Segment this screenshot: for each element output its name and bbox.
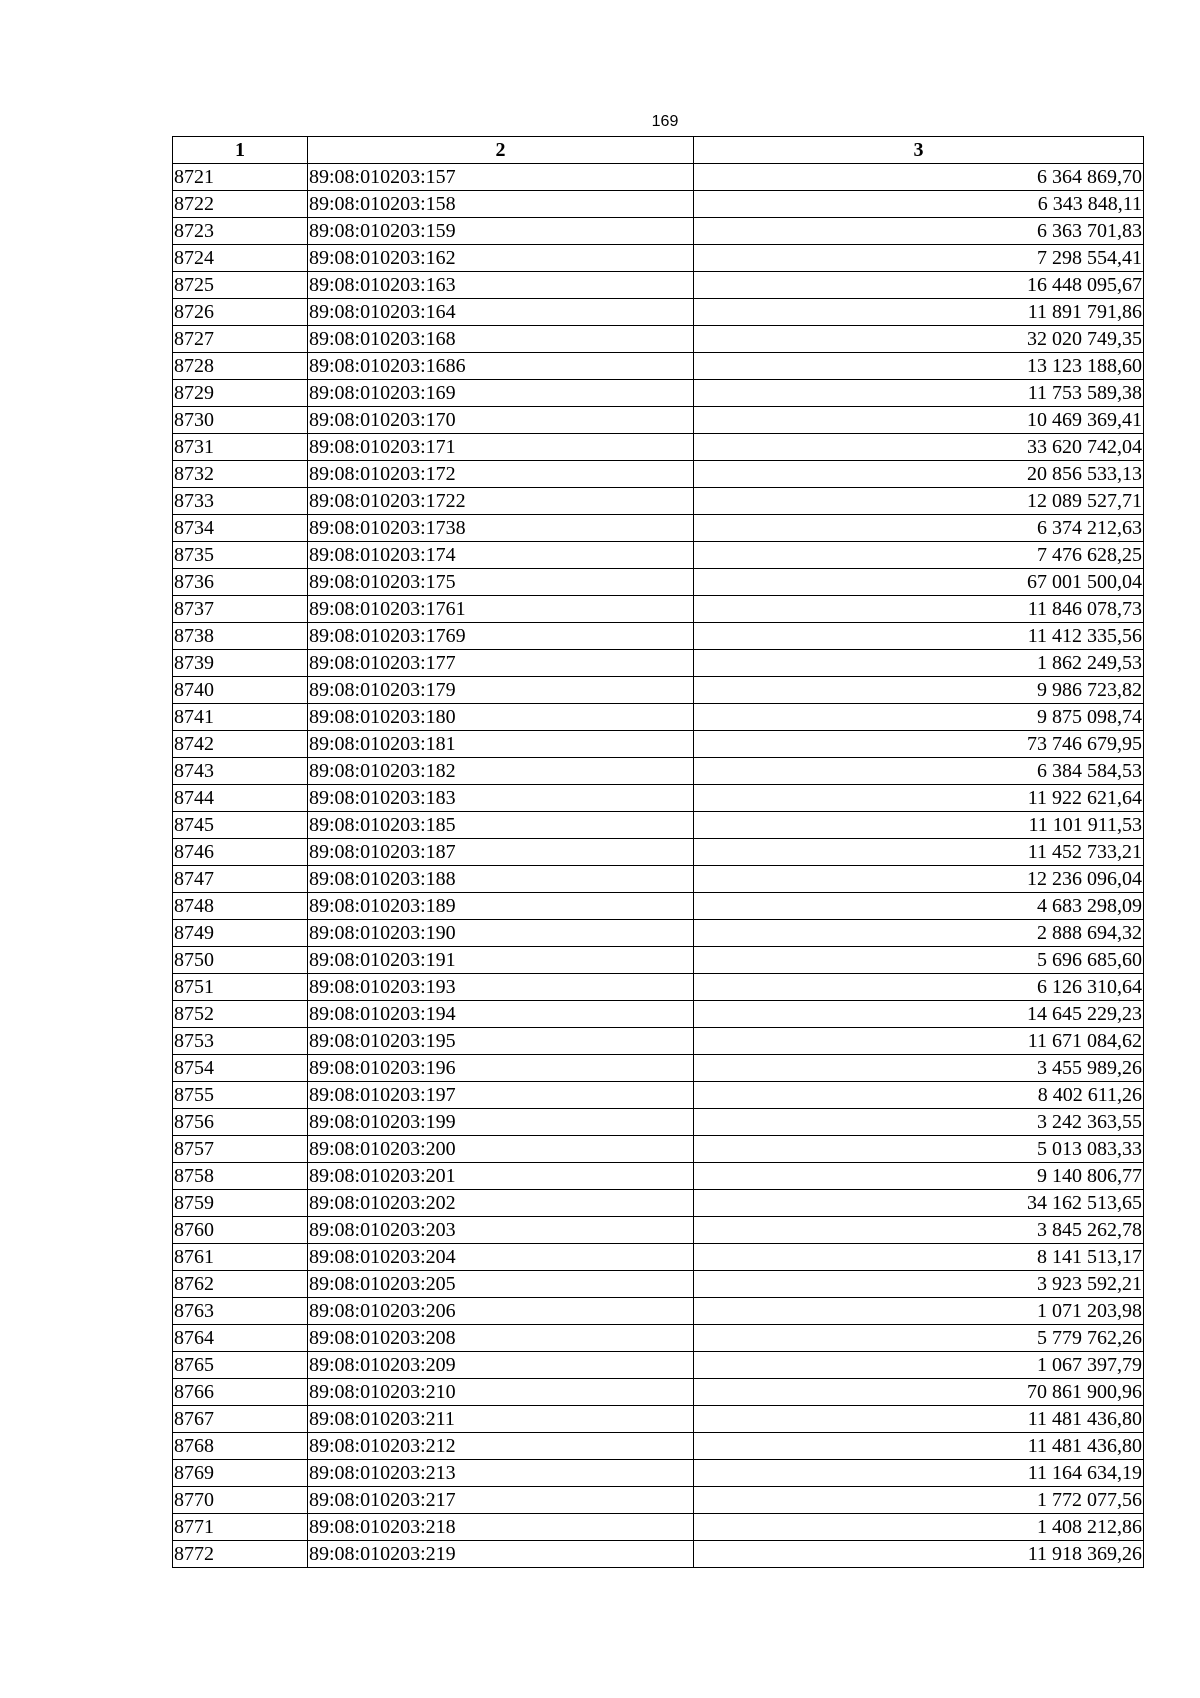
cadastral-value-cell: 5 013 083,33 (694, 1136, 1144, 1163)
cadastral-value-cell: 4 683 298,09 (694, 893, 1144, 920)
row-number-cell: 8743 (173, 758, 308, 785)
table-row (173, 353, 1144, 380)
row-number-cell: 8733 (173, 488, 308, 515)
cadastral-value-cell: 11 481 436,80 (694, 1406, 1144, 1433)
cadastral-number-cell: 89:08:010203:195 (308, 1028, 694, 1055)
cadastral-number-cell: 89:08:010203:191 (308, 947, 694, 974)
table-row (173, 299, 1144, 326)
cadastral-value-cell: 3 242 363,55 (694, 1109, 1144, 1136)
table-row (173, 650, 1144, 677)
table-row (173, 1352, 1144, 1379)
table-row (173, 839, 1144, 866)
table-row (173, 1001, 1144, 1028)
cadastral-number-cell: 89:08:010203:163 (308, 272, 694, 299)
cadastral-value-cell: 16 448 095,67 (694, 272, 1144, 299)
row-number-cell: 8722 (173, 191, 308, 218)
row-number-cell: 8741 (173, 704, 308, 731)
cadastral-number-cell: 89:08:010203:177 (308, 650, 694, 677)
cadastral-number-cell: 89:08:010203:182 (308, 758, 694, 785)
cadastral-number-cell: 89:08:010203:187 (308, 839, 694, 866)
row-number-cell: 8758 (173, 1163, 308, 1190)
table-row (173, 1136, 1144, 1163)
table-row (173, 785, 1144, 812)
table-row (173, 1082, 1144, 1109)
cadastral-number-cell: 89:08:010203:1761 (308, 596, 694, 623)
cadastral-number-cell: 89:08:010203:193 (308, 974, 694, 1001)
cadastral-number-cell: 89:08:010203:212 (308, 1433, 694, 1460)
row-number-cell: 8732 (173, 461, 308, 488)
row-number-cell: 8756 (173, 1109, 308, 1136)
table-row (173, 1109, 1144, 1136)
cadastral-value-cell: 11 671 084,62 (694, 1028, 1144, 1055)
cadastral-number-cell: 89:08:010203:174 (308, 542, 694, 569)
row-number-cell: 8772 (173, 1541, 308, 1568)
cadastral-value-cell: 1 862 249,53 (694, 650, 1144, 677)
row-number-cell: 8753 (173, 1028, 308, 1055)
row-number-cell: 8762 (173, 1271, 308, 1298)
row-number-cell: 8760 (173, 1217, 308, 1244)
cadastral-number-cell: 89:08:010203:200 (308, 1136, 694, 1163)
cadastral-value-cell: 2 888 694,32 (694, 920, 1144, 947)
cadastral-number-cell: 89:08:010203:188 (308, 866, 694, 893)
cadastral-number-cell: 89:08:010203:180 (308, 704, 694, 731)
row-number-cell: 8752 (173, 1001, 308, 1028)
cadastral-number-cell: 89:08:010203:162 (308, 245, 694, 272)
cadastral-number-cell: 89:08:010203:199 (308, 1109, 694, 1136)
row-number-cell: 8744 (173, 785, 308, 812)
table-row (173, 326, 1144, 353)
table-row (173, 1298, 1144, 1325)
cadastral-number-cell: 89:08:010203:202 (308, 1190, 694, 1217)
cadastral-value-cell: 10 469 369,41 (694, 407, 1144, 434)
cadastral-value-cell: 12 236 096,04 (694, 866, 1144, 893)
cadastral-number-cell: 89:08:010203:159 (308, 218, 694, 245)
table-row (173, 704, 1144, 731)
cadastral-value-cell: 7 298 554,41 (694, 245, 1144, 272)
cadastral-number-cell: 89:08:010203:158 (308, 191, 694, 218)
table-body (173, 164, 1144, 1568)
cadastral-number-cell: 89:08:010203:1686 (308, 353, 694, 380)
table-row (173, 1379, 1144, 1406)
row-number-cell: 8738 (173, 623, 308, 650)
row-number-cell: 8751 (173, 974, 308, 1001)
cadastral-value-cell: 32 020 749,35 (694, 326, 1144, 353)
cadastral-value-cell: 33 620 742,04 (694, 434, 1144, 461)
cadastral-number-cell: 89:08:010203:179 (308, 677, 694, 704)
row-number-cell: 8739 (173, 650, 308, 677)
table-row (173, 1487, 1144, 1514)
table-row (173, 920, 1144, 947)
cadastral-number-cell: 89:08:010203:194 (308, 1001, 694, 1028)
cadastral-value-cell: 12 089 527,71 (694, 488, 1144, 515)
cadastral-value-cell: 11 164 634,19 (694, 1460, 1144, 1487)
cadastral-number-cell: 89:08:010203:169 (308, 380, 694, 407)
table-row (173, 758, 1144, 785)
table-row (173, 488, 1144, 515)
cadastral-number-cell: 89:08:010203:209 (308, 1352, 694, 1379)
table-row (173, 974, 1144, 1001)
table-row (173, 677, 1144, 704)
cadastral-value-cell: 6 364 869,70 (694, 164, 1144, 191)
row-number-cell: 8737 (173, 596, 308, 623)
row-number-cell: 8763 (173, 1298, 308, 1325)
cadastral-value-cell: 7 476 628,25 (694, 542, 1144, 569)
cadastral-number-cell: 89:08:010203:170 (308, 407, 694, 434)
row-number-cell: 8764 (173, 1325, 308, 1352)
cadastral-number-cell: 89:08:010203:1738 (308, 515, 694, 542)
table-row (173, 1028, 1144, 1055)
cadastral-number-cell: 89:08:010203:205 (308, 1271, 694, 1298)
table-row (173, 191, 1144, 218)
cadastral-number-cell: 89:08:010203:172 (308, 461, 694, 488)
cadastral-number-cell: 89:08:010203:196 (308, 1055, 694, 1082)
cadastral-value-cell: 5 779 762,26 (694, 1325, 1144, 1352)
table-row (173, 1244, 1144, 1271)
cadastral-value-cell: 8 141 513,17 (694, 1244, 1144, 1271)
table-row (173, 542, 1144, 569)
cadastral-number-cell: 89:08:010203:185 (308, 812, 694, 839)
table-header (173, 137, 1144, 164)
table-row (173, 1406, 1144, 1433)
cadastral-number-cell: 89:08:010203:164 (308, 299, 694, 326)
row-number-cell: 8771 (173, 1514, 308, 1541)
cadastral-value-cell: 11 481 436,80 (694, 1433, 1144, 1460)
cadastral-value-cell: 11 918 369,26 (694, 1541, 1144, 1568)
cadastral-value-cell: 1 772 077,56 (694, 1487, 1144, 1514)
row-number-cell: 8721 (173, 164, 308, 191)
table-row (173, 1433, 1144, 1460)
row-number-cell: 8742 (173, 731, 308, 758)
cadastral-value-cell: 9 986 723,82 (694, 677, 1144, 704)
row-number-cell: 8754 (173, 1055, 308, 1082)
cadastral-value-cell: 6 384 584,53 (694, 758, 1144, 785)
table-row (173, 1325, 1144, 1352)
table-row (173, 245, 1144, 272)
row-number-cell: 8757 (173, 1136, 308, 1163)
table-row (173, 1217, 1144, 1244)
cadastral-number-cell: 89:08:010203:218 (308, 1514, 694, 1541)
cadastral-value-cell: 1 067 397,79 (694, 1352, 1144, 1379)
table-row (173, 1460, 1144, 1487)
cadastral-value-cell: 11 846 078,73 (694, 596, 1144, 623)
cadastral-value-cell: 34 162 513,65 (694, 1190, 1144, 1217)
cadastral-value-cell: 6 126 310,64 (694, 974, 1144, 1001)
cadastral-number-cell: 89:08:010203:181 (308, 731, 694, 758)
table-row (173, 812, 1144, 839)
page-number: 169 (651, 113, 679, 130)
cadastral-value-cell: 5 696 685,60 (694, 947, 1144, 974)
cadastral-number-cell: 89:08:010203:157 (308, 164, 694, 191)
table-row (173, 623, 1144, 650)
cadastral-value-cell: 6 363 701,83 (694, 218, 1144, 245)
row-number-cell: 8734 (173, 515, 308, 542)
row-number-cell: 8724 (173, 245, 308, 272)
cadastral-value-cell: 9 875 098,74 (694, 704, 1144, 731)
table-row (173, 407, 1144, 434)
cadastral-value-cell: 20 856 533,13 (694, 461, 1144, 488)
table-row (173, 434, 1144, 461)
row-number-cell: 8727 (173, 326, 308, 353)
cadastral-value-cell: 3 455 989,26 (694, 1055, 1144, 1082)
row-number-cell: 8770 (173, 1487, 308, 1514)
table-row (173, 1541, 1144, 1568)
row-number-cell: 8759 (173, 1190, 308, 1217)
cadastral-number-cell: 89:08:010203:1722 (308, 488, 694, 515)
table-row (173, 947, 1144, 974)
row-number-cell: 8736 (173, 569, 308, 596)
row-number-cell: 8761 (173, 1244, 308, 1271)
cadastral-number-cell: 89:08:010203:213 (308, 1460, 694, 1487)
cadastral-value-cell: 9 140 806,77 (694, 1163, 1144, 1190)
cadastral-number-cell: 89:08:010203:190 (308, 920, 694, 947)
cadastral-number-cell: 89:08:010203:183 (308, 785, 694, 812)
row-number-cell: 8767 (173, 1406, 308, 1433)
row-number-cell: 8735 (173, 542, 308, 569)
table-row (173, 866, 1144, 893)
table-row (173, 164, 1144, 191)
cadastral-value-cell: 8 402 611,26 (694, 1082, 1144, 1109)
cadastral-number-cell: 89:08:010203:203 (308, 1217, 694, 1244)
cadastral-number-cell: 89:08:010203:204 (308, 1244, 694, 1271)
cadastral-value-cell: 6 343 848,11 (694, 191, 1144, 218)
cadastral-value-cell: 73 746 679,95 (694, 731, 1144, 758)
row-number-cell: 8731 (173, 434, 308, 461)
cadastral-number-cell: 89:08:010203:208 (308, 1325, 694, 1352)
cadastral-number-cell: 89:08:010203:219 (308, 1541, 694, 1568)
cadastral-value-cell: 14 645 229,23 (694, 1001, 1144, 1028)
cadastral-number-cell: 89:08:010203:217 (308, 1487, 694, 1514)
cadastral-number-cell: 89:08:010203:201 (308, 1163, 694, 1190)
cadastral-value-cell: 6 374 212,63 (694, 515, 1144, 542)
row-number-cell: 8728 (173, 353, 308, 380)
row-number-cell: 8740 (173, 677, 308, 704)
row-number-cell: 8749 (173, 920, 308, 947)
cadastral-number-cell: 89:08:010203:171 (308, 434, 694, 461)
cadastral-value-cell: 3 845 262,78 (694, 1217, 1144, 1244)
cadastral-number-cell: 89:08:010203:189 (308, 893, 694, 920)
cadastral-number-cell: 89:08:010203:197 (308, 1082, 694, 1109)
cadastral-value-cell: 11 101 911,53 (694, 812, 1144, 839)
cadastral-number-cell: 89:08:010203:175 (308, 569, 694, 596)
table-row (173, 380, 1144, 407)
table-row (173, 893, 1144, 920)
row-number-cell: 8746 (173, 839, 308, 866)
cadastral-number-cell: 89:08:010203:211 (308, 1406, 694, 1433)
cadastral-value-cell: 11 412 335,56 (694, 623, 1144, 650)
header-row (173, 137, 1144, 164)
cadastral-value-cell: 70 861 900,96 (694, 1379, 1144, 1406)
table-row (173, 1271, 1144, 1298)
row-number-cell: 8745 (173, 812, 308, 839)
table-row (173, 218, 1144, 245)
column-header-1: 1 (173, 137, 308, 164)
cadastral-number-cell: 89:08:010203:1769 (308, 623, 694, 650)
row-number-cell: 8755 (173, 1082, 308, 1109)
cadastral-value-cell: 67 001 500,04 (694, 569, 1144, 596)
row-number-cell: 8729 (173, 380, 308, 407)
row-number-cell: 8769 (173, 1460, 308, 1487)
cadastral-value-cell: 1 408 212,86 (694, 1514, 1144, 1541)
cadastral-value-cell: 13 123 188,60 (694, 353, 1144, 380)
cadastral-number-cell: 89:08:010203:210 (308, 1379, 694, 1406)
cadastral-value-cell: 3 923 592,21 (694, 1271, 1144, 1298)
table-row (173, 1514, 1144, 1541)
table-row (173, 461, 1144, 488)
row-number-cell: 8748 (173, 893, 308, 920)
cadastral-number-cell: 89:08:010203:168 (308, 326, 694, 353)
table-row (173, 515, 1144, 542)
row-number-cell: 8750 (173, 947, 308, 974)
row-number-cell: 8765 (173, 1352, 308, 1379)
column-header-3: 3 (694, 137, 1144, 164)
table-row (173, 272, 1144, 299)
table-row (173, 1190, 1144, 1217)
row-number-cell: 8766 (173, 1379, 308, 1406)
cadastral-number-cell: 89:08:010203:206 (308, 1298, 694, 1325)
row-number-cell: 8747 (173, 866, 308, 893)
cadastral-value-cell: 11 452 733,21 (694, 839, 1144, 866)
row-number-cell: 8768 (173, 1433, 308, 1460)
row-number-cell: 8726 (173, 299, 308, 326)
cadastral-value-table (172, 136, 1144, 1568)
cadastral-value-cell: 11 891 791,86 (694, 299, 1144, 326)
table-row (173, 731, 1144, 758)
table-row (173, 596, 1144, 623)
cadastral-value-cell: 11 922 621,64 (694, 785, 1144, 812)
column-header-2: 2 (308, 137, 694, 164)
row-number-cell: 8725 (173, 272, 308, 299)
table-row (173, 1055, 1144, 1082)
table-row (173, 1163, 1144, 1190)
row-number-cell: 8730 (173, 407, 308, 434)
table-row (173, 569, 1144, 596)
cadastral-value-cell: 1 071 203,98 (694, 1298, 1144, 1325)
cadastral-value-cell: 11 753 589,38 (694, 380, 1144, 407)
row-number-cell: 8723 (173, 218, 308, 245)
